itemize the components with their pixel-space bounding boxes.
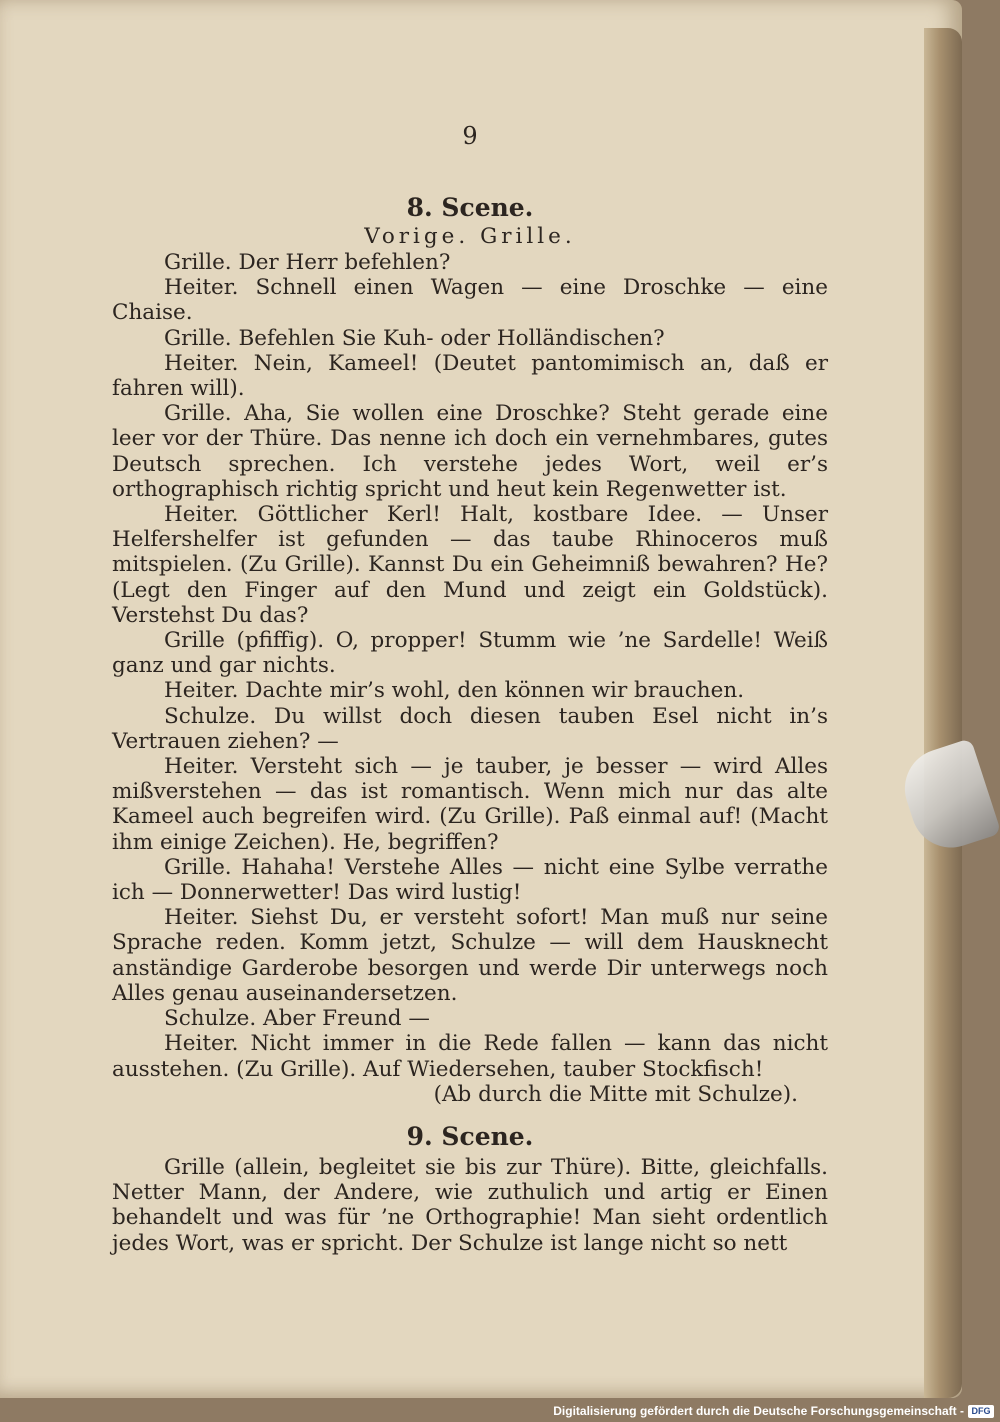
dialogue-line: Grille. Hahaha! Verstehe Alles — nicht eine Sylbe verrathe ich — Donnerwetter! Das wird lustig! bbox=[112, 854, 828, 906]
dialogue-line: Grille. Der Herr befehlen? bbox=[164, 250, 451, 275]
dialogue-line: Heiter. Nein, Kameel! (Deutet pantomimisch an, daß er fahren will). bbox=[112, 350, 828, 402]
dfg-logo: DFG bbox=[968, 1405, 994, 1418]
stage-direction: (Ab durch die Mitte mit Schulze). bbox=[433, 1081, 798, 1107]
dialogue-line: Schulze. Du willst doch diesen tauben Esel nicht in’s Vertrauen ziehen? — bbox=[112, 703, 828, 754]
dialogue-line: Heiter. Dachte mir’s wohl, den können wir brauchen. bbox=[164, 678, 745, 704]
dialogue-line: Grille (allein, begleitet sie bis zur Thüre). Bitte, gleichfalls. Netter Mann, der Andere, wie zuthulich und artig er Einen behandelt und was für ’ne Orthographie! Man sieht ordentlich jedes Wort, was er spricht. Der Schulze ist lange nicht so nett bbox=[112, 1154, 828, 1256]
dialogue-line: Heiter. Schnell einen Wagen — eine Droschke — eine Chaise. bbox=[112, 275, 828, 326]
dialogue-line: Schulze. Aber Freund — bbox=[164, 1006, 430, 1032]
page-clip bbox=[895, 738, 1000, 858]
page-number: 9 bbox=[462, 122, 478, 150]
scene-8-persons: Vorige. Grille. bbox=[364, 224, 576, 249]
page-edge bbox=[924, 28, 962, 1398]
credit-text: Digitalisierung gefördert durch die Deutsche Forschungsgemeinschaft - bbox=[553, 1404, 964, 1418]
dialogue-line: Grille. Befehlen Sie Kuh- oder Holländischen? bbox=[164, 325, 665, 351]
digitization-credit bbox=[553, 1404, 994, 1418]
dialogue-line: Heiter. Göttlicher Kerl! Halt, kostbare Idee. — Unser Helfershelfer ist gefunden — das taube Rhinoceros muß mitspielen. (Zu Grille). Kannst Du ein Geheimniß bewahren? He? (Legt den Finger auf den Mund und zeigt ein Goldstück). Verstehst Du das? bbox=[112, 502, 828, 628]
page-text bbox=[112, 118, 828, 1256]
dialogue-line: Heiter. Siehst Du, er versteht sofort! Man muß nur seine Sprache reden. Komm jetzt, Schulze — will dem Hausknecht anständige Garderobe besorgen und werde Dir unterwegs noch Alles genau auseinandersetzen. bbox=[112, 905, 828, 1006]
scene-9-heading: 9. Scene. bbox=[406, 1121, 534, 1151]
scene-8-heading: 8. Scene. bbox=[406, 193, 534, 222]
dialogue-line: Grille. Aha, Sie wollen eine Droschke? Steht gerade eine leer vor der Thüre. Das nenne ich doch ein vernehmbares, gutes Deutsch sprechen. Ich verstehe jedes Wort, weil er’s orthographisch richtig spricht und heut kein Regenwetter ist. bbox=[112, 401, 828, 502]
dialogue-line: Grille (pfiffig). O, propper! Stumm wie ’ne Sardelle! Weiß ganz und gar nichts. bbox=[112, 628, 828, 679]
dialogue-line: Heiter. Versteht sich — je tauber, je besser — wird Alles mißverstehen — das ist romantisch. Wenn mich nur das alte Kameel auch begreifen wird. (Zu Grille). Paß einmal auf! (Macht ihm einige Zeichen). He, begriffen? bbox=[112, 754, 828, 855]
dialogue-line: Heiter. Nicht immer in die Rede fallen — kann das nicht ausstehen. (Zu Grille). Auf Wiedersehen, tauber Stockfisch! bbox=[112, 1031, 828, 1082]
